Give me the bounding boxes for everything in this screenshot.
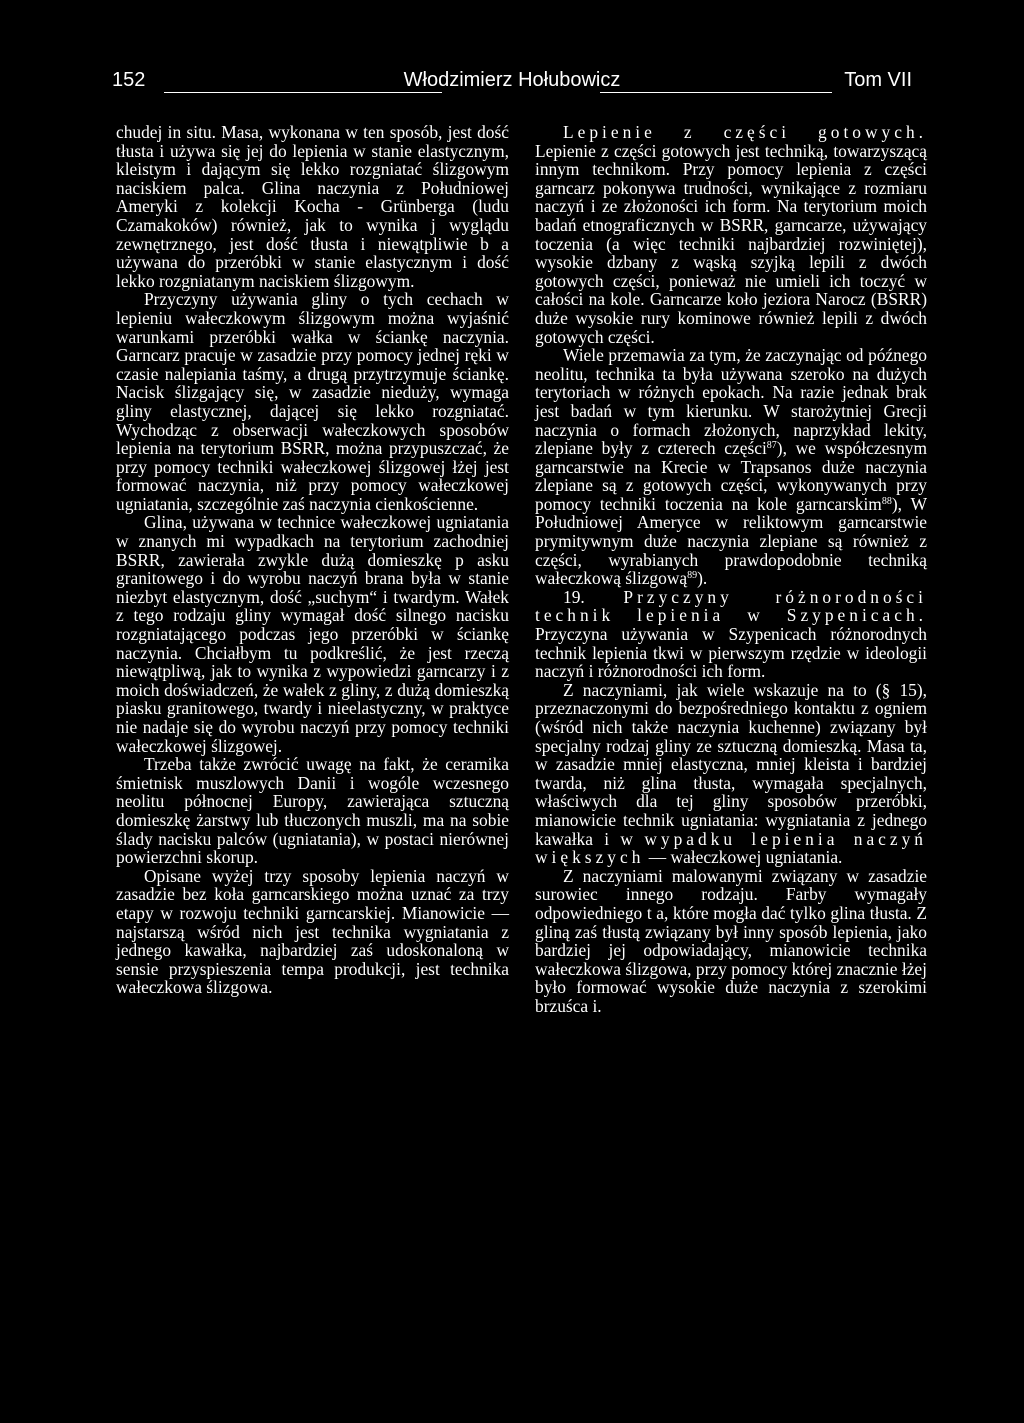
paragraph: Opisane wyżej trzy sposoby lepienia naczyń w zasadzie bez koła garncarskiego można uznać za trzy etapy w rozwoju techniki garncarskiej. Mianowicie — najstarszą wśród nich jest technika wygniatania z jednego kawałka, najbardziej zaś udoskonaloną w sensie przyspieszenia tempa produkcji, jest technika wałeczkowa ślizgowa. — [116, 865, 509, 998]
paragraph: Z naczyniami malowanymi związany w zasadzie surowiec innego rodzaju. Farby wymagały odpowiedniego t a, które mogła dać tylko glina tłusta. Z gliną zaś tłustą związany był inny sposób lepienia, jako bardziej jej odpowiadający, mianowicie technika wałeczkowa ślizgowa, przy pomocy której znacznie łżej było formować wysokie duże naczynia z szerokimi brzuśca i. — [535, 865, 927, 1016]
paragraph — [535, 681, 927, 867]
paragraph: Glina, używana w technice wałeczkowej ugniatania w znanych mi wypadkach na terytorium zachodniej BSRR, zawierała zwykle dużą domieszkę p asku granitowego i do wyrobu naczyń brana była w stanie niezbyt elastycznym, dość „suchym“ i twardym. Wałek z tego rodzaju gliny wymagał dość silnego nacisku rozgniatającego podczas jego przeróbki w ściankę naczynia. Chciałbym tu podkreślić, że jest rzeczą niewątpliwą, jak to wynika z wypowiedzi garncarzy i z moich doświadczeń, że wałek z gliny, z dużą domieszką piasku granitowego, twardy i nieelastyczny, w praktyce nie nadaje się do wyrobu naczyń przy pomocy techniki wałeczkowej ślizgowej. — [116, 512, 509, 756]
paragraph — [535, 588, 927, 681]
page-number: 152 — [112, 69, 146, 91]
section-heading-spaced: Lepienie z części gotowych. — [563, 122, 927, 142]
paragraph — [535, 346, 927, 588]
emphasis-spaced: wypadku lepienia naczyń większych — [535, 828, 927, 868]
paragraph-text: Z naczyniami, jak wiele wskazuje na to (§ 15), przeznaczonymi do bezpośredniego kontaktu z ogniem (wśród nich także naczynia kuchenne) związany był specjalny rodzaj gliny ze sztuczną domieszką. Masa ta, w zasadzie mniej elastyczna, mniej kleista i bardziej twarda, niż glina tłusta, wymagała specjalnych, właściwych dla tej gliny sposobów przeróbki, mianowicie technik ugniatania: wygniatania z jednego kawałka i w — [535, 679, 927, 849]
section-heading-spaced: Przyczyny różnorodności technik lepienia w Szypenicach. — [535, 586, 927, 626]
paragraph: Trzeba także zwrócić uwagę na fakt, że ceramika śmietnisk muszlowych Danii i wogóle wczesnego neolitu północnej Europy, zawierająca sztuczną domieszkę żarstwy lub tłuczonych muszli, ma na sobie ślady nacisku palców (ugniatania), w postaci nierównej powierzchni skorup. — [116, 754, 509, 868]
right-column — [535, 123, 927, 1016]
paragraph-text: Przyczyna używania w Szypenicach różnorodnych technik lepienia tkwi w pierwszym rzędzie w ideologii naczyń i różnorodności ich form. — [535, 624, 927, 682]
paragraph-text: ), W Południowej Ameryce w reliktowym garncarstwie prymitywnym duże naczynia zlepiane są również z części, wyrabianych prawdopodobnie techniką wałeczkową ślizgową — [535, 493, 927, 589]
footnote-ref: 87 — [766, 440, 777, 452]
footnote-ref: 88 — [881, 495, 892, 507]
paragraph: Przyczyny używania gliny o tych cechach w lepieniu wałeczkowym ślizgowym można wyjaśnić warunkami przeróbki wałka w ściankę naczynia. Garncarz pracuje w zasadzie przy pomocy jednej ręki w czasie nalepiania taśmy, a drugą przytrzymuje ściankę. Nacisk ślizgający się, w zasadzie nieduży, wymaga gliny elastycznej, dającej się lekko rozgniatać. Wychodząc z obserwacji wałeczkowych sposobów lepienia na terytorium BSRR, można przypuszczać, że przy pomocy techniki wałeczkowej ślizgowej łżej jest formować naczynia, niż przy pomocy wałeczkowej ugniatania, szczególnie zaś naczynia cienkościenne. — [116, 289, 509, 514]
paragraph-text: ). — [697, 568, 708, 589]
paragraph-text: ), we współczesnym garncarstwie na Krecie w Trapsanos duże naczynia zlepiane są z gotowych części, wykonywanych przy pomocy techniki toczenia na kole garncarskim — [535, 438, 927, 514]
paragraph-text: Lepienie z części gotowych jest techniką, towarzyszącą innym technikom. Przy pomocy lepienia z części garncarz pokonywa trudności, wynikające z rozmiaru naczyń i ze złożoności ich form. Na terytorium moich badań etnograficznych w BSRR, garncarze, używający toczenia (a więc techniki najbardziej rozwiniętej), wysokie dzbany z wąską szyjką lepili z dwóch gotowych części, ponieważ nie umieli ich toczyć w całości na kole. Garncarze koło jeziora Narocz (BSRR) duże wysokie rury kominowe również lepili z dwóch gotowych części. — [535, 140, 927, 347]
paragraph — [535, 123, 927, 346]
volume-label: Tom VII — [844, 69, 912, 91]
paragraph: chudej in situ. Masa, wykonana w ten sposób, jest dość tłusta i używa się jej do lepienia w stanie elastycznym, kleistym i dającym się lekko rozgniatać ślizgowym naciskiem palca. Glina naczynia z Południowej Ameryki z kolekcji Kocha - Grünberga (ludu Czamakoków) również, jak to wynika j wyglądu zewnętrznego, jest dość tłusta i niewątpliwie b a używana do przeróbki w stanie elastycznym i dość lekko rozgniatanym naciskiem ślizgowym. — [116, 122, 509, 291]
left-column — [116, 123, 509, 997]
header-rule-left — [164, 92, 442, 93]
section-number: 19. — [563, 586, 585, 607]
paragraph-text: Wiele przemawia za tym, że zaczynając od późnego neolitu, technika ta była używana szeroko na dużych terytoriach w różnych epokach. Na razie jednak brak jest badań w tym kierunku. W starożytniej Grecji naczynia o formach złożonych, naprzykład lekity, zlepiane były z czterech części — [535, 345, 927, 459]
footnote-ref: 89 — [687, 570, 698, 582]
paragraph-text: — wałeczkowej ugniatania. — [648, 847, 843, 868]
running-author: Włodzimierz Hołubowicz — [403, 69, 621, 91]
header-rule-right — [600, 92, 832, 93]
